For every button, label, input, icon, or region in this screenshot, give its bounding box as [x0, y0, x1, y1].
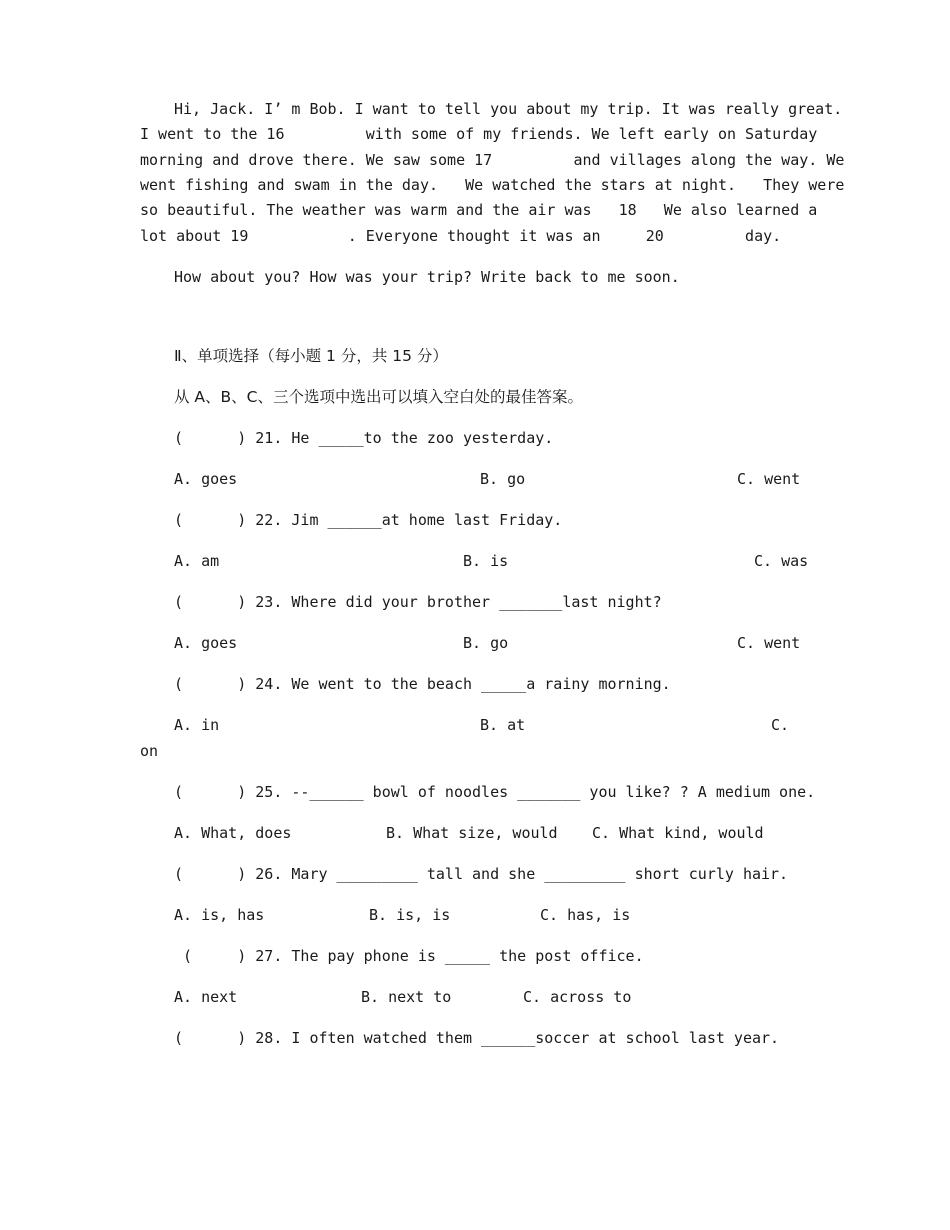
question-stem: ( ) 25. --______ bowl of noodles _______ you like? ? A medium one.: [174, 783, 816, 801]
option-a: A. What, does: [174, 824, 292, 842]
passage-line: went fishing and swam in the day. We watched the stars at night. They were: [140, 176, 845, 194]
option-c: C.: [771, 716, 790, 734]
option-a: A. am: [174, 552, 220, 570]
passage-line: so beautiful. The weather was warm and the air was 18 We also learned a: [140, 201, 818, 219]
passage-line: Hi, Jack. I’ m Bob. I want to tell you about my trip. It was really great.: [174, 100, 843, 118]
option-b: B. next to: [361, 988, 452, 1006]
option-b: B. is, is: [369, 906, 451, 924]
option-b: B. What size, would: [386, 824, 558, 842]
section-instruction: 从 A、B、C、三个选项中选出可以填入空白处的最佳答案。: [174, 388, 583, 406]
option-b: B. go: [463, 634, 509, 652]
option-a: A. goes: [174, 634, 238, 652]
option-c-wrap: on: [140, 742, 159, 760]
passage-closing: How about you? How was your trip? Write back to me soon.: [174, 268, 680, 286]
question-stem: ( ) 28. I often watched them ______soccer at school last year.: [174, 1029, 780, 1047]
question-stem: ( ) 22. Jim ______at home last Friday.: [174, 511, 563, 529]
option-a: A. in: [174, 716, 220, 734]
option-b: B. go: [480, 470, 526, 488]
question-stem: ( ) 23. Where did your brother _______last night?: [174, 593, 662, 611]
section-heading: Ⅱ、单项选择（每小题 1 分，共 15 分）: [174, 347, 448, 365]
option-a: A. goes: [174, 470, 238, 488]
question-stem: ( ) 26. Mary _________ tall and she _________ short curly hair.: [174, 865, 789, 883]
option-a: A. is, has: [174, 906, 265, 924]
question-stem: ( ) 21. He _____to the zoo yesterday.: [174, 429, 554, 447]
option-c: C. across to: [523, 988, 632, 1006]
option-b: B. at: [480, 716, 526, 734]
option-c: C. was: [754, 552, 809, 570]
option-c: C. has, is: [540, 906, 631, 924]
passage-line: morning and drove there. We saw some 17 and villages along the way. We: [140, 151, 845, 169]
passage-line: lot about 19 . Everyone thought it was an 20 day.: [140, 227, 782, 245]
passage-line: I went to the 16 with some of my friends. We left early on Saturday: [140, 125, 818, 143]
option-c: C. went: [737, 470, 801, 488]
option-b: B. is: [463, 552, 509, 570]
option-c: C. What kind, would: [592, 824, 764, 842]
option-a: A. next: [174, 988, 238, 1006]
question-stem: ( ) 27. The pay phone is _____ the post office.: [174, 947, 644, 965]
question-stem: ( ) 24. We went to the beach _____a rainy morning.: [174, 675, 671, 693]
option-c: C. went: [737, 634, 801, 652]
